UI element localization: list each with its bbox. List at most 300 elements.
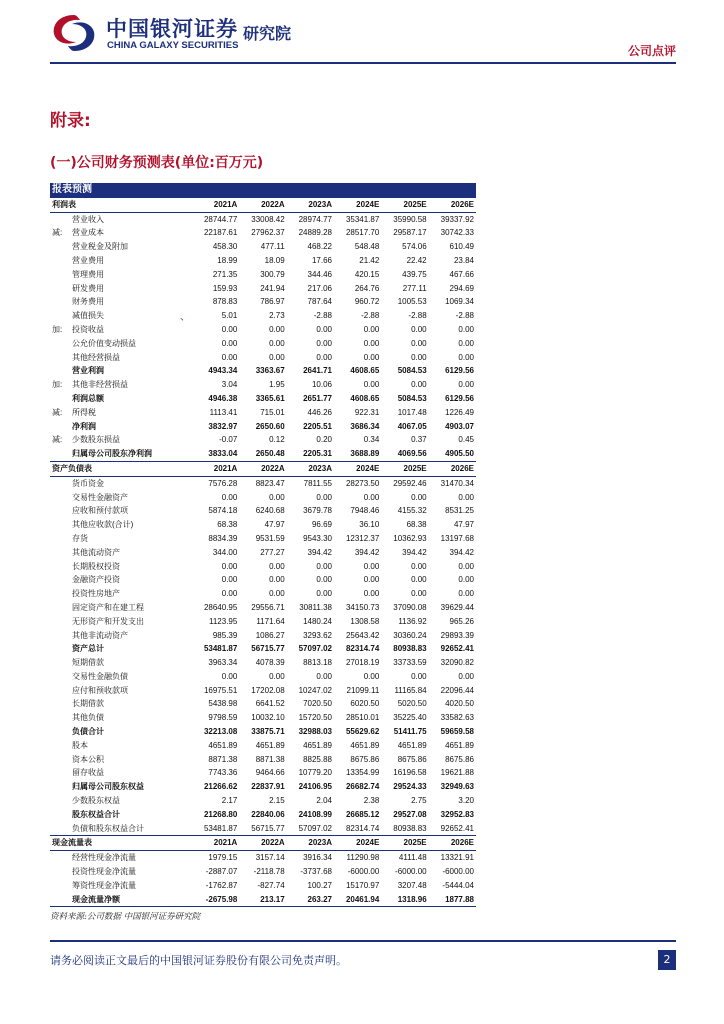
value-cell: 0.00 <box>269 671 285 681</box>
row-label: 归属母公司股东权益 <box>72 782 144 792</box>
row-label: 公允价值变动损益 <box>72 338 136 348</box>
value-cell: 3832.97 <box>208 421 238 431</box>
value-cell: 37090.08 <box>393 602 427 612</box>
appendix-title: 附录: <box>50 111 91 131</box>
value-cell: 6240.68 <box>255 506 285 516</box>
row-label-cell <box>50 392 192 406</box>
value-cell: 22096.44 <box>440 685 474 695</box>
value-cell: 241.94 <box>260 283 285 293</box>
value-cell: 2205.51 <box>303 421 332 431</box>
year-header-cell: 2024E <box>334 836 381 851</box>
value-cell: 0.00 <box>221 671 238 681</box>
row-label-cell <box>50 226 192 240</box>
value-cell: 0.00 <box>363 324 380 334</box>
value-cell: 4069.56 <box>397 449 427 459</box>
value-cell: 51411.75 <box>393 727 427 737</box>
row-label-cell <box>50 532 192 546</box>
value-cell: 1113.41 <box>209 407 238 417</box>
row-label-cell <box>50 766 192 780</box>
year-header-cell: 2023A <box>287 197 334 212</box>
value-cell: 4608.65 <box>350 366 380 376</box>
value-cell: 2650.48 <box>255 449 285 459</box>
value-cell: 8531.25 <box>445 506 474 516</box>
row-label-cell <box>50 476 192 490</box>
value-cell: 0.00 <box>221 492 238 502</box>
value-cell: 8834.39 <box>208 533 238 543</box>
value-cell: 8813.18 <box>303 658 332 668</box>
value-cell: 3.04 <box>221 380 238 390</box>
table-row <box>50 546 476 560</box>
value-cell: 922.31 <box>354 407 380 417</box>
value-cell: 3688.89 <box>350 449 380 459</box>
value-cell: 2205.31 <box>303 449 332 459</box>
value-cell: 35341.87 <box>345 214 380 224</box>
value-cell: 29592.46 <box>393 478 427 488</box>
table-row <box>50 406 476 420</box>
footer-divider <box>50 940 676 942</box>
section-header-row <box>50 197 476 212</box>
table-row <box>50 893 476 907</box>
value-cell: 10779.20 <box>298 768 332 778</box>
section-header-label: 利润表 <box>50 197 192 212</box>
financial-forecast-table <box>50 183 476 907</box>
row-label-cell <box>50 546 192 560</box>
value-cell: 0.00 <box>458 492 474 502</box>
row-label-cell <box>50 295 192 309</box>
table-row <box>50 447 476 461</box>
table-row <box>50 351 476 365</box>
value-cell: 467.66 <box>449 269 474 279</box>
value-cell: 0.00 <box>458 352 474 362</box>
value-cell: 7811.55 <box>303 478 332 488</box>
value-cell: 17202.08 <box>251 685 285 695</box>
row-label-cell <box>50 447 192 461</box>
section-header-label: 现金流量表 <box>50 836 192 851</box>
section-header-label: 资产负债表 <box>50 461 192 476</box>
table-row <box>50 656 476 670</box>
value-cell: 3157.14 <box>255 853 285 863</box>
value-cell: 21.42 <box>359 255 380 265</box>
section-header-row <box>50 836 476 851</box>
value-cell: 0.00 <box>363 338 380 348</box>
value-cell: 477.11 <box>260 242 285 252</box>
value-cell: 33875.71 <box>251 727 285 737</box>
row-label-cell <box>50 780 192 794</box>
value-cell: 32213.08 <box>203 727 238 737</box>
year-header-cell: 2026E <box>429 461 476 476</box>
value-cell: 35225.40 <box>393 713 427 723</box>
value-cell: 2.15 <box>269 796 285 806</box>
value-cell: 5084.53 <box>397 366 427 376</box>
value-cell: 5438.98 <box>208 699 238 709</box>
value-cell: 294.69 <box>449 283 474 293</box>
row-label: 投资性房地产 <box>72 589 120 599</box>
value-cell: 344.46 <box>307 269 332 279</box>
table-row <box>50 697 476 711</box>
value-cell: 31470.34 <box>440 478 474 488</box>
table-row <box>50 476 476 490</box>
table-row <box>50 420 476 434</box>
table-row <box>50 337 476 351</box>
row-label: 资本公积 <box>72 754 104 764</box>
page-number: 2 <box>658 950 676 970</box>
value-cell: 27962.37 <box>251 228 285 238</box>
value-cell: 8675.86 <box>350 754 380 764</box>
value-cell: 32090.82 <box>440 658 474 668</box>
value-cell: 0.00 <box>221 324 238 334</box>
table-row <box>50 629 476 643</box>
value-cell: 1017.48 <box>397 407 427 417</box>
year-header-cell: 2023A <box>287 836 334 851</box>
value-cell: 394.42 <box>307 547 332 557</box>
row-label-cell <box>50 601 192 615</box>
value-cell: 0.00 <box>269 492 285 502</box>
value-cell: 8871.38 <box>255 754 285 764</box>
row-label: 其他应收款(合计) <box>72 520 134 530</box>
value-cell: 92652.41 <box>440 644 474 654</box>
value-cell: 8823.47 <box>255 478 285 488</box>
value-cell: 0.00 <box>411 352 427 362</box>
value-cell: 263.27 <box>287 893 334 907</box>
value-cell: 21099.11 <box>346 685 380 695</box>
value-cell: 3293.62 <box>303 630 332 640</box>
value-cell: 3686.34 <box>350 421 380 431</box>
value-cell: 3363.67 <box>255 366 285 376</box>
row-label: 财务费用 <box>72 297 104 307</box>
table-row <box>50 725 476 739</box>
year-header-cell: 2023A <box>287 461 334 476</box>
value-cell: 56715.77 <box>251 644 285 654</box>
value-cell: 11290.98 <box>346 853 380 863</box>
value-cell: 0.00 <box>316 352 332 362</box>
value-cell: 394.42 <box>449 547 474 557</box>
row-label: 负债和股东权益合计 <box>72 823 144 833</box>
table-row <box>50 364 476 378</box>
header-divider <box>50 62 676 64</box>
value-cell: -6000.00 <box>347 867 380 877</box>
value-cell: 25643.42 <box>345 630 380 640</box>
value-cell: 0.00 <box>411 589 427 599</box>
table-row <box>50 226 476 240</box>
row-prefix: 加: <box>52 324 63 334</box>
value-cell: 0.00 <box>316 589 332 599</box>
value-cell: 16975.51 <box>203 685 238 695</box>
value-cell: 787.64 <box>307 297 332 307</box>
value-cell: 0.00 <box>221 338 238 348</box>
value-cell: 159.93 <box>212 283 238 293</box>
row-label-cell <box>50 323 192 337</box>
value-cell: 7948.46 <box>350 506 380 516</box>
value-cell: 29556.71 <box>251 602 285 612</box>
value-cell: 4651.89 <box>350 740 380 750</box>
value-cell: 30360.24 <box>393 630 427 640</box>
row-label: 其他负债 <box>72 713 104 723</box>
value-cell: 3963.34 <box>208 658 238 668</box>
value-cell: 1308.58 <box>350 616 380 626</box>
row-label-cell <box>50 378 192 392</box>
value-cell: 26685.12 <box>345 809 380 819</box>
value-cell: 10032.10 <box>251 713 285 723</box>
row-label: 股东权益合计 <box>72 809 120 819</box>
year-header-cell: 2026E <box>429 197 476 212</box>
value-cell: 13197.68 <box>440 533 474 543</box>
row-label-cell <box>50 420 192 434</box>
table-row <box>50 865 476 879</box>
table-row <box>50 670 476 684</box>
row-label-cell <box>50 629 192 643</box>
value-cell: 21266.62 <box>203 782 238 792</box>
value-cell: 2.75 <box>411 796 427 806</box>
table-row <box>50 504 476 518</box>
value-cell: 0.00 <box>269 575 285 585</box>
row-prefix: 减: <box>52 228 63 238</box>
value-cell: 5084.53 <box>397 393 427 403</box>
value-cell: 3833.04 <box>208 449 238 459</box>
value-cell: 0.00 <box>458 338 474 348</box>
value-cell: 2.17 <box>221 796 238 806</box>
value-cell: 92652.41 <box>440 823 474 833</box>
value-cell: 394.42 <box>402 547 427 557</box>
row-label: 营业税金及附加 <box>72 242 128 252</box>
value-cell: 32952.83 <box>440 809 474 819</box>
row-label-cell <box>50 560 192 574</box>
value-cell: 0.00 <box>269 352 285 362</box>
row-label-cell <box>50 309 192 323</box>
value-cell: 28273.50 <box>345 478 380 488</box>
value-cell: 0.00 <box>458 589 474 599</box>
table-row <box>50 808 476 822</box>
table-row <box>50 642 476 656</box>
value-cell: 0.00 <box>458 671 474 681</box>
year-header-cell: 2021A <box>192 197 239 212</box>
value-cell: 21268.80 <box>203 809 238 819</box>
value-cell: 7020.50 <box>303 699 332 709</box>
row-label: 股本 <box>72 740 88 750</box>
row-prefix: 减: <box>52 435 63 445</box>
row-label-cell <box>50 491 192 505</box>
row-label-cell <box>50 337 192 351</box>
row-label: 研发费用 <box>72 283 104 293</box>
value-cell: 30742.33 <box>440 228 474 238</box>
row-label: 交易性金融资产 <box>72 492 128 502</box>
row-label-cell <box>50 711 192 725</box>
value-cell: 0.45 <box>458 435 474 445</box>
value-cell: -2887.07 <box>205 867 238 877</box>
value-cell: 82314.74 <box>345 644 380 654</box>
value-cell: 13354.99 <box>345 768 380 778</box>
source-note: 资料来源:公司数据 中国银河证券研究院 <box>50 912 201 922</box>
report-type-label: 公司点评 <box>627 44 676 58</box>
value-cell: 0.00 <box>411 324 427 334</box>
value-cell: -2.88 <box>408 311 427 321</box>
section-title: (一)公司财务预测表(单位:百万元) <box>50 155 264 171</box>
value-cell: 4905.50 <box>445 449 474 459</box>
value-cell: 458.30 <box>212 242 238 252</box>
row-label: 管理费用 <box>72 269 104 279</box>
value-cell: 18.09 <box>264 255 285 265</box>
row-label-cell <box>50 587 192 601</box>
value-cell: 10362.93 <box>393 533 427 543</box>
value-cell: 420.15 <box>354 269 380 279</box>
row-label: 筹资性现金净流量 <box>72 880 136 890</box>
row-label: 应付和预收款项 <box>72 685 128 695</box>
row-label-cell <box>50 406 192 420</box>
value-cell: 26682.74 <box>345 782 380 792</box>
value-cell: 11165.84 <box>394 685 427 695</box>
table-row <box>50 753 476 767</box>
value-cell: 1226.49 <box>445 407 474 417</box>
value-cell: 8871.38 <box>208 754 238 764</box>
value-cell: 35990.58 <box>393 214 427 224</box>
value-cell: -6000.00 <box>442 867 474 877</box>
value-cell: 7576.28 <box>208 478 238 488</box>
footer-disclaimer: 请务必阅读正文最后的中国银河证券股份有限公司免责声明。 <box>50 954 347 967</box>
row-label-cell <box>50 573 192 587</box>
value-cell: 0.00 <box>363 671 380 681</box>
stray-mark: 、 <box>180 312 190 323</box>
year-header-cell: 2021A <box>192 461 239 476</box>
row-label: 其他非经营损益 <box>72 380 128 390</box>
value-cell: 786.97 <box>260 297 285 307</box>
value-cell: 0.00 <box>411 575 427 585</box>
value-cell: 0.00 <box>363 492 380 502</box>
year-header-cell: 2022A <box>239 836 286 851</box>
value-cell: 344.00 <box>212 547 238 557</box>
page-header <box>0 0 724 64</box>
value-cell: 0.00 <box>269 338 285 348</box>
value-cell: -2.88 <box>455 311 474 321</box>
value-cell: 3.20 <box>458 796 474 806</box>
value-cell: 29893.39 <box>440 630 474 640</box>
table-row <box>50 560 476 574</box>
row-label: 短期借款 <box>72 658 104 668</box>
value-cell: 1123.95 <box>209 616 238 626</box>
row-label-cell <box>50 739 192 753</box>
table-row <box>50 879 476 893</box>
value-cell: 1877.88 <box>429 893 476 907</box>
value-cell: 82314.74 <box>345 823 380 833</box>
row-label: 资产总计 <box>72 644 104 654</box>
table-row <box>50 851 476 865</box>
value-cell: 264.76 <box>354 283 380 293</box>
row-label-cell <box>50 808 192 822</box>
value-cell: 28974.77 <box>298 214 332 224</box>
table-row <box>50 433 476 447</box>
value-cell: 9464.66 <box>255 768 285 778</box>
value-cell: 1318.96 <box>381 893 428 907</box>
value-cell: 0.00 <box>363 589 380 599</box>
row-label: 投资性现金净流量 <box>72 867 136 877</box>
value-cell: 47.97 <box>264 520 285 530</box>
row-label: 现金流量净额 <box>72 894 120 904</box>
value-cell: 4651.89 <box>303 740 332 750</box>
value-cell: 24108.99 <box>298 809 332 819</box>
value-cell: 0.00 <box>363 575 380 585</box>
row-label: 其他经营损益 <box>72 352 120 362</box>
value-cell: 715.01 <box>260 407 285 417</box>
value-cell: 28744.77 <box>203 214 238 224</box>
value-cell: 22187.61 <box>203 228 238 238</box>
row-label: 负债合计 <box>72 727 104 737</box>
value-cell: 0.00 <box>458 561 474 571</box>
row-label: 留存收益 <box>72 768 104 778</box>
china-galaxy-logo-icon <box>50 12 98 54</box>
table-row <box>50 268 476 282</box>
table-row <box>50 392 476 406</box>
value-cell: 22837.91 <box>251 782 285 792</box>
value-cell: -827.74 <box>257 880 285 890</box>
value-cell: 4067.05 <box>397 421 427 431</box>
row-label: 营业收入 <box>72 214 104 224</box>
value-cell: 0.00 <box>411 671 427 681</box>
value-cell: 0.00 <box>269 561 285 571</box>
value-cell: 0.00 <box>363 380 380 390</box>
row-label: 交易性金融负债 <box>72 671 128 681</box>
value-cell: 6641.52 <box>255 699 285 709</box>
row-prefix: 减: <box>52 407 63 417</box>
value-cell: 277.27 <box>260 547 285 557</box>
value-cell: 7743.36 <box>208 768 238 778</box>
year-header-cell: 2025E <box>381 836 428 851</box>
value-cell: 20461.94 <box>334 893 381 907</box>
value-cell: 57097.02 <box>298 644 332 654</box>
value-cell: 10.06 <box>311 380 332 390</box>
value-cell: 4946.38 <box>208 393 238 403</box>
value-cell: 2.73 <box>269 311 285 321</box>
row-label: 归属母公司股东净利润 <box>72 449 152 459</box>
row-label-cell <box>50 753 192 767</box>
value-cell: 0.00 <box>221 575 238 585</box>
logo-english-name: CHINA GALAXY SECURITIES <box>107 40 239 51</box>
logo-chinese-name: 中国银河证券 <box>106 17 238 41</box>
value-cell: 23.84 <box>453 255 474 265</box>
year-header-cell: 2025E <box>381 461 428 476</box>
row-label-cell <box>50 670 192 684</box>
value-cell: 277.11 <box>402 283 427 293</box>
value-cell: 3679.78 <box>303 506 332 516</box>
table-row <box>50 518 476 532</box>
value-cell: 960.72 <box>354 297 380 307</box>
row-label: 应收和预付款项 <box>72 506 128 516</box>
value-cell: 0.00 <box>458 324 474 334</box>
row-label-cell <box>50 504 192 518</box>
value-cell: 53481.87 <box>203 823 238 833</box>
table-row <box>50 601 476 615</box>
value-cell: 34150.73 <box>345 602 380 612</box>
value-cell: -2.88 <box>361 311 380 321</box>
row-label-cell <box>50 254 192 268</box>
year-header-cell: 2025E <box>381 197 428 212</box>
value-cell: 33008.42 <box>251 214 285 224</box>
table-row <box>50 491 476 505</box>
value-cell: -3737.68 <box>300 867 332 877</box>
row-label-cell <box>50 684 192 698</box>
table-row <box>50 282 476 296</box>
table-row <box>50 711 476 725</box>
value-cell: 1.95 <box>269 380 285 390</box>
value-cell: 2.04 <box>316 796 332 806</box>
value-cell: 1480.24 <box>303 616 332 626</box>
row-label: 投资收益 <box>72 324 104 334</box>
value-cell: 53481.87 <box>203 644 238 654</box>
value-cell: 19621.88 <box>440 768 474 778</box>
value-cell: 6020.50 <box>350 699 380 709</box>
row-label: 长期股权投资 <box>72 561 120 571</box>
table-row <box>50 615 476 629</box>
value-cell: -2675.98 <box>192 893 239 907</box>
table-row <box>50 295 476 309</box>
table-row <box>50 766 476 780</box>
